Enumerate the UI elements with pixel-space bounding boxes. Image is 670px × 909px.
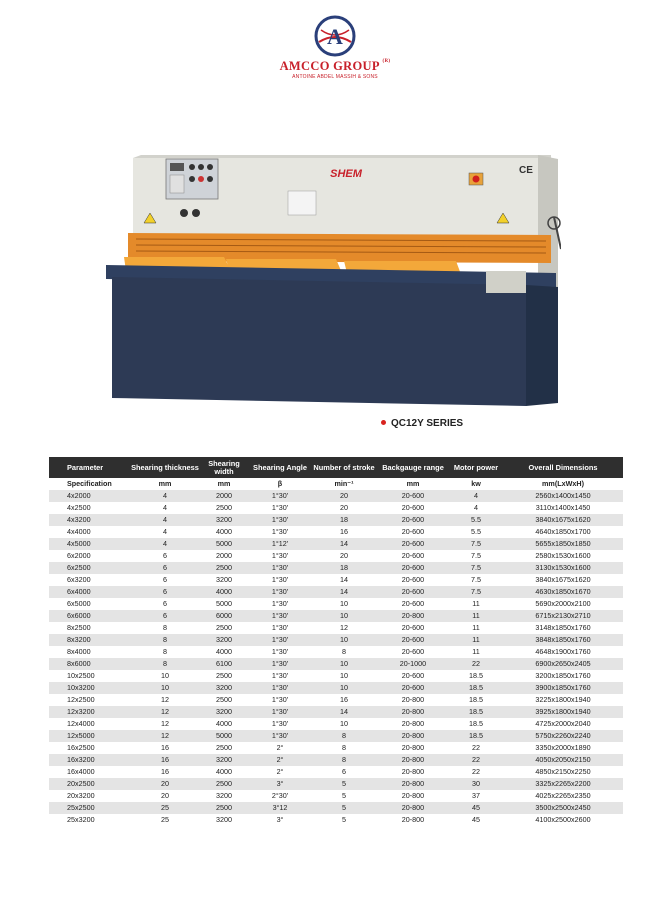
table-cell: 20-800 — [377, 814, 449, 826]
unit-cell: Specification — [49, 478, 131, 490]
table-cell: 3840x1675x1620 — [503, 574, 623, 586]
table-cell: 20-800 — [377, 778, 449, 790]
table-cell: 6 — [131, 598, 199, 610]
company-logo — [0, 14, 670, 80]
table-cell: 4640x1850x1700 — [503, 526, 623, 538]
table-row — [49, 802, 623, 814]
table-cell: 7.5 — [449, 562, 503, 574]
table-cell: 6 — [131, 586, 199, 598]
table-cell: 20-600 — [377, 646, 449, 658]
table-cell: 10 — [311, 658, 377, 670]
unit-cell: mm — [377, 478, 449, 490]
table-cell: 45 — [449, 814, 503, 826]
table-cell: 20-800 — [377, 790, 449, 802]
table-cell: 6x3200 — [49, 574, 131, 586]
table-cell: 20-800 — [377, 694, 449, 706]
table-cell: 20-800 — [377, 802, 449, 814]
table-row — [49, 754, 623, 766]
table-cell: 1°30' — [249, 670, 311, 682]
table-row — [49, 706, 623, 718]
table-cell: 12x5000 — [49, 730, 131, 742]
table-cell: 11 — [449, 622, 503, 634]
table-cell: 2500 — [199, 622, 249, 634]
table-row — [49, 574, 623, 586]
table-cell: 3225x1800x1940 — [503, 694, 623, 706]
table-row — [49, 778, 623, 790]
table-cell: 7.5 — [449, 550, 503, 562]
table-cell: 20-800 — [377, 742, 449, 754]
table-cell: 3200x1850x1760 — [503, 670, 623, 682]
column-header: Shearing Angle — [249, 457, 311, 478]
table-cell: 10 — [311, 634, 377, 646]
table-cell: 4 — [131, 538, 199, 550]
table-cell: 3° — [249, 814, 311, 826]
table-cell: 3200 — [199, 754, 249, 766]
table-row — [49, 790, 623, 802]
table-cell: 4 — [131, 502, 199, 514]
table-cell: 4630x1850x1670 — [503, 586, 623, 598]
table-row — [49, 610, 623, 622]
table-cell: 8 — [131, 646, 199, 658]
table-cell: 5.5 — [449, 526, 503, 538]
table-cell: 4648x1900x1760 — [503, 646, 623, 658]
table-cell: 1°30' — [249, 634, 311, 646]
table-cell: 1°30' — [249, 586, 311, 598]
table-cell: 12 — [131, 706, 199, 718]
table-cell: 5000 — [199, 730, 249, 742]
table-cell: 2500 — [199, 670, 249, 682]
table-cell: 8x2500 — [49, 622, 131, 634]
table-cell: 10 — [311, 682, 377, 694]
table-cell: 20-600 — [377, 538, 449, 550]
table-cell: 20-800 — [377, 706, 449, 718]
table-cell: 1°12' — [249, 538, 311, 550]
table-row — [49, 718, 623, 730]
shearing-machine-image — [106, 153, 561, 408]
table-cell: 11 — [449, 610, 503, 622]
table-cell: 3°12 — [249, 802, 311, 814]
table-cell: 12x3200 — [49, 706, 131, 718]
unit-cell: mm — [131, 478, 199, 490]
table-row — [49, 694, 623, 706]
specification-table — [49, 457, 623, 826]
table-cell: 2500 — [199, 502, 249, 514]
table-row — [49, 682, 623, 694]
table-cell: 14 — [311, 586, 377, 598]
table-cell: 1°30' — [249, 610, 311, 622]
table-cell: 4725x2000x2040 — [503, 718, 623, 730]
table-cell: 5 — [311, 814, 377, 826]
table-cell: 3200 — [199, 574, 249, 586]
table-cell: 16x4000 — [49, 766, 131, 778]
table-cell: 45 — [449, 802, 503, 814]
table-cell: 20-800 — [377, 730, 449, 742]
table-cell: 6 — [311, 766, 377, 778]
table-cell: 12 — [131, 730, 199, 742]
table-cell: 20 — [311, 502, 377, 514]
ce-mark: CE — [519, 165, 533, 176]
table-cell: 4 — [449, 490, 503, 502]
table-cell: 1°30' — [249, 718, 311, 730]
bullet-dot-icon — [381, 420, 386, 425]
logo-letter: A — [327, 24, 343, 49]
unit-cell: β — [249, 478, 311, 490]
table-cell: 12 — [131, 694, 199, 706]
table-cell: 6 — [131, 610, 199, 622]
table-cell: 4x5000 — [49, 538, 131, 550]
table-cell: 18.5 — [449, 718, 503, 730]
table-cell: 20-800 — [377, 766, 449, 778]
table-cell: 11 — [449, 598, 503, 610]
table-cell: 16 — [131, 766, 199, 778]
table-cell: 8 — [311, 646, 377, 658]
table-cell: 1°30' — [249, 514, 311, 526]
table-cell: 4 — [131, 490, 199, 502]
table-cell: 6900x2650x2405 — [503, 658, 623, 670]
table-cell: 5 — [311, 778, 377, 790]
table-cell: 1°30' — [249, 550, 311, 562]
table-cell: 4025x2265x2350 — [503, 790, 623, 802]
table-row — [49, 634, 623, 646]
table-cell: 20-800 — [377, 718, 449, 730]
table-cell: 4x2000 — [49, 490, 131, 502]
table-cell: 16 — [311, 694, 377, 706]
column-header: Overall Dimensions — [503, 457, 623, 478]
table-cell: 6 — [131, 562, 199, 574]
table-row — [49, 670, 623, 682]
table-cell: 3200 — [199, 814, 249, 826]
table-cell: 8 — [311, 754, 377, 766]
table-cell: 14 — [311, 706, 377, 718]
table-cell: 7.5 — [449, 586, 503, 598]
table-cell: 22 — [449, 754, 503, 766]
column-header: Backgauge range — [377, 457, 449, 478]
table-cell: 12x4000 — [49, 718, 131, 730]
table-cell: 3148x1850x1760 — [503, 622, 623, 634]
table-cell: 22 — [449, 742, 503, 754]
table-cell: 11 — [449, 646, 503, 658]
table-cell: 25 — [131, 814, 199, 826]
table-cell: 20-600 — [377, 562, 449, 574]
table-cell: 10 — [131, 682, 199, 694]
table-row — [49, 562, 623, 574]
table-cell: 20-600 — [377, 574, 449, 586]
table-cell: 4100x2500x2600 — [503, 814, 623, 826]
unit-cell: kw — [449, 478, 503, 490]
table-cell: 20-600 — [377, 490, 449, 502]
table-cell: 18 — [311, 562, 377, 574]
table-cell: 4850x2150x2250 — [503, 766, 623, 778]
table-cell: 20 — [131, 778, 199, 790]
table-cell: 1°30' — [249, 502, 311, 514]
brand-name: AMCCO GROUP $^{(R)}$ — [279, 59, 391, 73]
table-cell: 1°30' — [249, 682, 311, 694]
units-row — [49, 478, 623, 490]
table-cell: 1°30' — [249, 706, 311, 718]
table-cell: 4000 — [199, 718, 249, 730]
table-cell: 10 — [311, 670, 377, 682]
table-cell: 3200 — [199, 634, 249, 646]
table-cell: 20-600 — [377, 670, 449, 682]
table-cell: 12x2500 — [49, 694, 131, 706]
table-cell: 4 — [449, 502, 503, 514]
table-cell: 2° — [249, 754, 311, 766]
table-cell: 2580x1530x1600 — [503, 550, 623, 562]
table-cell: 2560x1400x1450 — [503, 490, 623, 502]
table-cell: 20 — [131, 790, 199, 802]
table-header-row — [49, 457, 623, 478]
table-cell: 4x3200 — [49, 514, 131, 526]
table-cell: 5750x2260x2240 — [503, 730, 623, 742]
table-cell: 3350x2000x1890 — [503, 742, 623, 754]
table-cell: 4050x2050x2150 — [503, 754, 623, 766]
table-cell: 1°30' — [249, 730, 311, 742]
table-cell: 4 — [131, 514, 199, 526]
table-cell: 1°30' — [249, 526, 311, 538]
table-cell: 3130x1530x1600 — [503, 562, 623, 574]
table-cell: 18.5 — [449, 730, 503, 742]
table-cell: 2000 — [199, 550, 249, 562]
table-cell: 2° — [249, 742, 311, 754]
table-cell: 20-600 — [377, 550, 449, 562]
table-cell: 16 — [131, 742, 199, 754]
table-cell: 20-600 — [377, 682, 449, 694]
table-cell: 5 — [311, 802, 377, 814]
table-cell: 6 — [131, 574, 199, 586]
table-cell: 3500x2500x2450 — [503, 802, 623, 814]
table-cell: 2500 — [199, 802, 249, 814]
table-cell: 11 — [449, 634, 503, 646]
table-cell: 3110x1400x1450 — [503, 502, 623, 514]
table-cell: 3200 — [199, 514, 249, 526]
table-cell: 18 — [311, 514, 377, 526]
table-cell: 1°30' — [249, 646, 311, 658]
table-cell: 25x3200 — [49, 814, 131, 826]
table-row — [49, 586, 623, 598]
table-cell: 1°30' — [249, 694, 311, 706]
brand-tagline: ANTOINE ABDEL MASSIH & SONS — [292, 74, 378, 80]
table-cell: 6x2500 — [49, 562, 131, 574]
table-cell: 12 — [131, 718, 199, 730]
table-row — [49, 730, 623, 742]
table-row — [49, 514, 623, 526]
table-cell: 1°30' — [249, 490, 311, 502]
table-cell: 8 — [131, 634, 199, 646]
table-row — [49, 502, 623, 514]
table-cell: 2500 — [199, 778, 249, 790]
unit-cell: mm(LxWxH) — [503, 478, 623, 490]
table-cell: 2° — [249, 766, 311, 778]
table-cell: 4000 — [199, 526, 249, 538]
table-cell: 20-600 — [377, 634, 449, 646]
table-row — [49, 598, 623, 610]
column-header: Parameter — [49, 457, 131, 478]
table-cell: 18.5 — [449, 670, 503, 682]
table-cell: 16 — [311, 526, 377, 538]
table-cell: 4000 — [199, 586, 249, 598]
table-cell: 5000 — [199, 598, 249, 610]
table-cell: 25 — [131, 802, 199, 814]
table-cell: 3200 — [199, 706, 249, 718]
table-cell: 2500 — [199, 742, 249, 754]
table-cell: 8x4000 — [49, 646, 131, 658]
table-row — [49, 766, 623, 778]
table-row — [49, 550, 623, 562]
table-cell: 20-800 — [377, 754, 449, 766]
table-cell: 10 — [311, 610, 377, 622]
table-cell: 20-600 — [377, 514, 449, 526]
table-cell: 7.5 — [449, 538, 503, 550]
table-cell: 8x6000 — [49, 658, 131, 670]
table-cell: 8 — [131, 658, 199, 670]
table-row — [49, 646, 623, 658]
table-cell: 6x5000 — [49, 598, 131, 610]
table-cell: 20-1000 — [377, 658, 449, 670]
table-cell: 6715x2130x2710 — [503, 610, 623, 622]
table-cell: 3848x1850x1760 — [503, 634, 623, 646]
table-cell: 16x2500 — [49, 742, 131, 754]
table-cell: 6100 — [199, 658, 249, 670]
table-cell: 16x3200 — [49, 754, 131, 766]
table-cell: 5655x1850x1850 — [503, 538, 623, 550]
table-cell: 3200 — [199, 682, 249, 694]
table-cell: 10x3200 — [49, 682, 131, 694]
table-cell: 16 — [131, 754, 199, 766]
table-cell: 20x3200 — [49, 790, 131, 802]
table-cell: 4 — [131, 526, 199, 538]
table-row — [49, 742, 623, 754]
table-cell: 1°30' — [249, 622, 311, 634]
table-row — [49, 622, 623, 634]
table-cell: 22 — [449, 766, 503, 778]
table-cell: 3325x2265x2200 — [503, 778, 623, 790]
table-cell: 1°30' — [249, 562, 311, 574]
table-cell: 2000 — [199, 490, 249, 502]
table-cell: 4000 — [199, 766, 249, 778]
table-cell: 6x6000 — [49, 610, 131, 622]
table-cell: 22 — [449, 658, 503, 670]
table-row — [49, 658, 623, 670]
table-cell: 1°30' — [249, 598, 311, 610]
unit-cell: mm — [199, 478, 249, 490]
table-cell: 20 — [311, 550, 377, 562]
series-title: QC12Y SERIES — [381, 418, 463, 429]
table-cell: 6x2000 — [49, 550, 131, 562]
table-cell: 20x2500 — [49, 778, 131, 790]
table-cell: 14 — [311, 574, 377, 586]
table-cell: 18.5 — [449, 706, 503, 718]
table-cell: 4000 — [199, 646, 249, 658]
table-cell: 6 — [131, 550, 199, 562]
table-cell: 7.5 — [449, 574, 503, 586]
table-cell: 37 — [449, 790, 503, 802]
column-header: Number of stroke — [311, 457, 377, 478]
table-cell: 6x4000 — [49, 586, 131, 598]
table-cell: 5.5 — [449, 514, 503, 526]
table-cell: 20-600 — [377, 526, 449, 538]
amcco-globe-icon — [313, 14, 357, 58]
table-cell: 4x4000 — [49, 526, 131, 538]
table-row — [49, 526, 623, 538]
table-cell: 10 — [131, 670, 199, 682]
table-cell: 2500 — [199, 694, 249, 706]
table-cell: 20-600 — [377, 586, 449, 598]
table-cell: 14 — [311, 538, 377, 550]
table-cell: 2500 — [199, 562, 249, 574]
table-cell: 18.5 — [449, 694, 503, 706]
column-header: Shearing width — [199, 457, 249, 478]
table-cell: 6000 — [199, 610, 249, 622]
table-row — [49, 538, 623, 550]
machine-brand-label: SHEM — [330, 168, 362, 180]
table-cell: 1°30' — [249, 658, 311, 670]
column-header: Motor power — [449, 457, 503, 478]
table-cell: 3200 — [199, 790, 249, 802]
unit-cell: min⁻¹ — [311, 478, 377, 490]
table-row — [49, 814, 623, 826]
table-cell: 12 — [311, 622, 377, 634]
table-cell: 8x3200 — [49, 634, 131, 646]
table-cell: 4x2500 — [49, 502, 131, 514]
table-cell: 5 — [311, 790, 377, 802]
table-cell: 20-600 — [377, 622, 449, 634]
table-cell: 10 — [311, 598, 377, 610]
table-cell: 20-600 — [377, 502, 449, 514]
table-cell: 30 — [449, 778, 503, 790]
table-cell: 10 — [311, 718, 377, 730]
table-cell: 20 — [311, 490, 377, 502]
table-cell: 18.5 — [449, 682, 503, 694]
table-cell: 5000 — [199, 538, 249, 550]
table-cell: 8 — [131, 622, 199, 634]
table-cell: 1°30' — [249, 574, 311, 586]
table-cell: 3840x1675x1620 — [503, 514, 623, 526]
table-cell: 3° — [249, 778, 311, 790]
table-cell: 20-800 — [377, 610, 449, 622]
table-cell: 20-600 — [377, 598, 449, 610]
table-cell: 8 — [311, 730, 377, 742]
table-cell: 25x2500 — [49, 802, 131, 814]
table-cell: 3925x1800x1940 — [503, 706, 623, 718]
column-header: Shearing thickness — [131, 457, 199, 478]
table-cell: 2°30' — [249, 790, 311, 802]
table-cell: 8 — [311, 742, 377, 754]
table-cell: 3900x1850x1760 — [503, 682, 623, 694]
table-row — [49, 490, 623, 502]
table-cell: 10x2500 — [49, 670, 131, 682]
table-cell: 5690x2000x2100 — [503, 598, 623, 610]
